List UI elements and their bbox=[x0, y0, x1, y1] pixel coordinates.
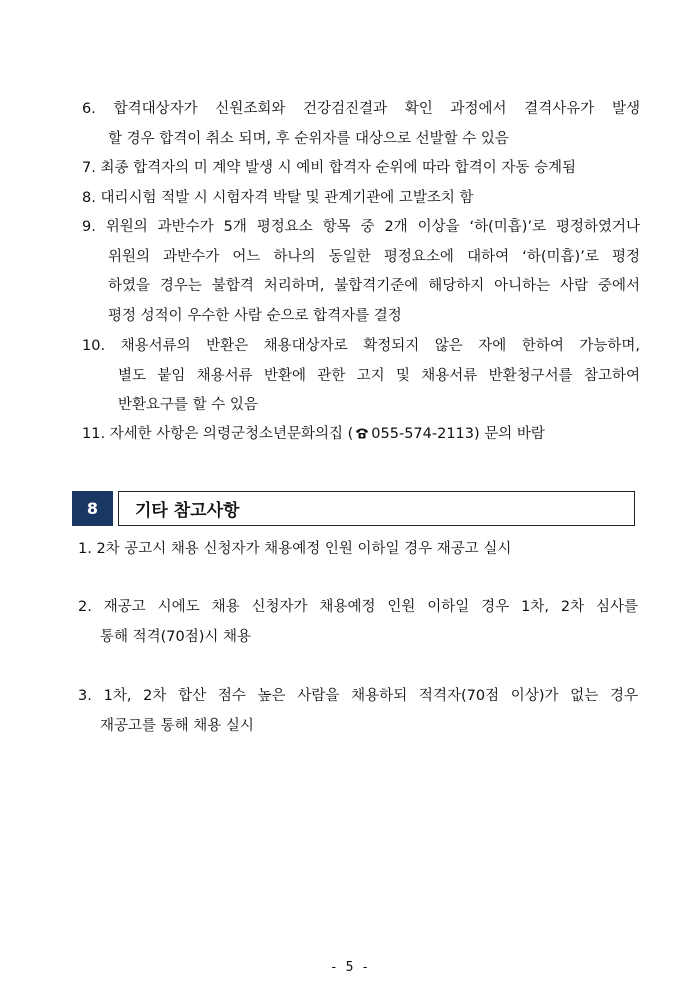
note-number: 1. bbox=[78, 541, 92, 557]
item-9-line-4: 평정 성적이 우수한 사람 순으로 합격자를 결정 bbox=[108, 307, 402, 324]
note-3-line-1: 3. 1차, 2차 합산 점수 높은 사람을 채용하되 적격자(70점 이상)가 없는 경우 bbox=[78, 688, 638, 704]
item-8-line-1: 8. 대리시험 적발 시 시험자격 박탈 및 관계기관에 고발조치 함 bbox=[82, 184, 640, 214]
note-2-line-2: 통해 적격(70점)시 채용 bbox=[100, 629, 252, 645]
item-number: 7. bbox=[82, 160, 96, 176]
item-11-line-1: 11. 자세한 사항은 의령군청소년문화의집 ( 055-574-2113) 문의 바람 bbox=[82, 420, 640, 450]
item-10-line-2: 별도 붙임 채용서류 반환에 관한 고지 및 채용서류 반환청구서를 참고하여 bbox=[118, 367, 640, 384]
item-9-line-1: 9. 위원의 과반수가 5개 평정요소 항목 중 2개 이상을 ‘하(미흡)’로 평정하였거나 bbox=[82, 213, 640, 243]
note-item-3 bbox=[78, 681, 638, 741]
item-9-line-2: 위원의 과반수가 어느 하나의 동일한 평정요소에 대하여 ‘하(미흡)’로 평정 bbox=[108, 248, 640, 265]
note-3-line-2: 재공고를 통해 채용 실시 bbox=[100, 718, 254, 734]
note-item-1 bbox=[78, 534, 638, 564]
item-number: 6. bbox=[82, 101, 96, 117]
item-10-line-1: 10. 채용서류의 반환은 채용대상자로 확정되지 않은 자에 한하여 가능하며, bbox=[82, 332, 640, 362]
item-7-line-1: 7. 최종 합격자의 미 계약 발생 시 예비 합격자 순위에 따라 합격이 자동 승계됨 bbox=[82, 154, 640, 184]
note-number: 2. bbox=[78, 599, 92, 615]
telephone-icon bbox=[355, 427, 369, 439]
item-6-line-2: 할 경우 합격이 취소 되며, 후 순위자를 대상으로 선발할 수 있음 bbox=[108, 130, 509, 147]
item-number: 9. bbox=[82, 219, 96, 235]
list-item-7 bbox=[82, 154, 640, 184]
item-number: 8. bbox=[82, 190, 96, 206]
item-6-line-1: 6. 합격대상자가 신원조회와 건강검진결과 확인 과정에서 결격사유가 발생 bbox=[82, 95, 640, 125]
item-number: 11. bbox=[82, 426, 106, 442]
list-item-9 bbox=[82, 213, 640, 331]
list-item-6 bbox=[82, 95, 640, 154]
section-title: 기타 참고사항 bbox=[118, 491, 635, 526]
note-2-line-1: 2. 재공고 시에도 채용 신청자가 채용예정 인원 이하일 경우 1차, 2차 심사를 bbox=[78, 599, 638, 615]
section-header bbox=[72, 491, 635, 526]
list-item-10 bbox=[82, 332, 640, 421]
list-item-11 bbox=[82, 420, 640, 450]
phone-number: 055-574-2113 bbox=[371, 426, 474, 442]
note-number: 3. bbox=[78, 688, 92, 704]
section-number-badge: 8 bbox=[72, 491, 113, 526]
note-1-line-1: 1. 2차 공고시 채용 신청자가 채용예정 인원 이하일 경우 재공고 실시 bbox=[78, 541, 512, 557]
note-item-2 bbox=[78, 592, 638, 652]
item-9-line-3: 하였을 경우는 불합격 처리하며, 불합격기준에 해당하지 아니하는 사람 중에서 bbox=[108, 278, 640, 294]
page-number: - 5 - bbox=[329, 960, 370, 975]
list-item-8 bbox=[82, 184, 640, 214]
item-10-line-3: 반환요구를 할 수 있음 bbox=[118, 397, 258, 413]
item-number: 10. bbox=[82, 338, 106, 354]
